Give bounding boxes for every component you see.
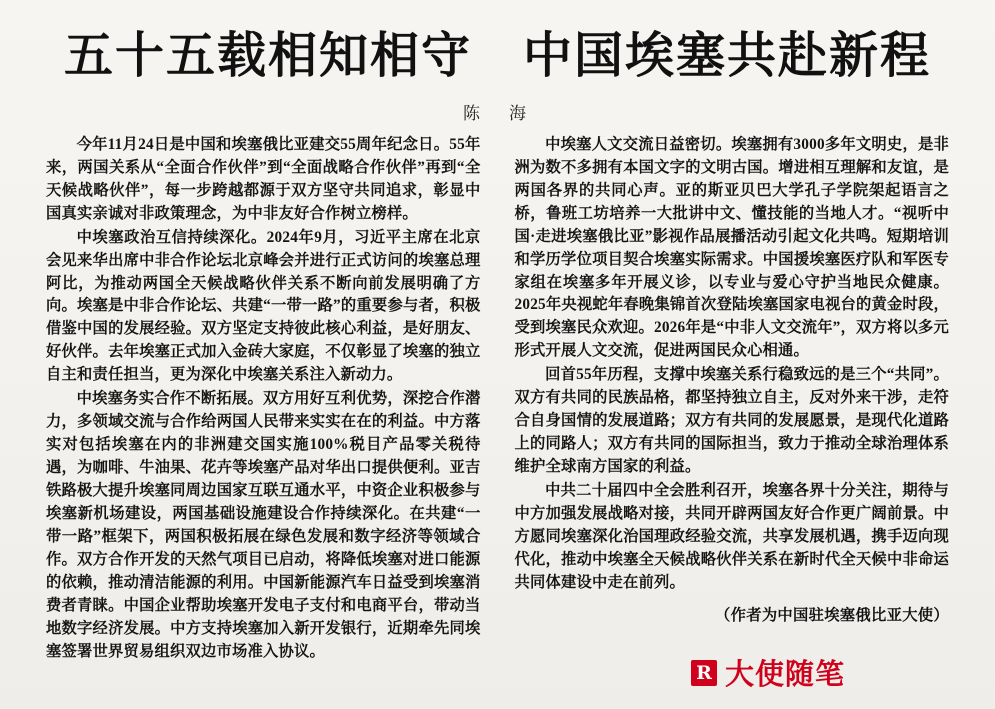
right-column <box>515 134 950 665</box>
author-byline: 陈 海 <box>463 103 532 123</box>
article-body <box>46 134 949 665</box>
paragraph: 中共二十届四中全会胜利召开，埃塞各界十分关注，期待与中方加强发展战略对接，共同开辟两国友好合作更广阔前景。中方愿同埃塞深化治国理政经验交流，共享发展机遇，携手迈向现代化，推动中埃塞全天候战略伙伴关系在新时代全天候中非命运共同体建设中走在前列。 <box>514 481 949 591</box>
paragraph: 今年11月24日是中国和埃塞俄比亚建交55周年纪念日。55年来，两国关系从“全面合作伙伴”到“全面战略合作伙伴”再到“全天候战略伙伴”，每一步跨越都源于双方坚守共同追求，彰显中国真实亲诚对非政策理念，为中非友好合作树立榜样。 <box>46 135 481 222</box>
paragraph: 中埃塞务实合作不断拓展。双方用好互利优势，深挖合作潜力，多领域交流与合作给两国人民带来实实在在的利益。中方落实对包括埃塞在内的非洲建交国实施100%税目产品零关税待遇，为咖啡、牛油果、花卉等埃塞产品对华出口提供便利。亚吉铁路极大提升埃塞同周边国家互联互通水平，中资企业积极参与埃塞新机场建设，两国基础设施建设合作持续深化。在共建“一带一路”框架下，两国积极拓展在绿色发展和数字经济等领域合作。双方合作开发的天然气项目已启动，将降低埃塞对进口能源的依赖，推动清洁能源的利用。中国新能源汽车日益受到埃塞消费者青睐。中国企业帮助埃塞开发电子支付和电商平台，带动当地数字经济发展。中方支持埃塞加入新开发银行，近期牵先同埃塞签署世界贸易组织双边市场准入协议。 <box>46 390 481 660</box>
paragraph: 回首55年历程，支撑中埃塞关系行稳致远的是三个“共同”。双方有共同的民族品格，都坚持独立自主，反对外来干涉，走符合自身国情的发展道路；双方有共同的发展愿景，是现代化道路上的同路人；双方有共同的国际担当，致力于推动全球治理体系维护全球南方国家的利益。 <box>514 366 949 475</box>
brand-mark-icon: R <box>691 660 717 686</box>
brand-label: 大使随笔 <box>724 657 845 691</box>
page-title: 五十五载相知相守 中国埃塞共赴新程 <box>63 26 931 84</box>
left-column <box>46 134 481 665</box>
paragraph: 中埃塞人文交流日益密切。埃塞拥有3000多年文明史，是非洲为数不多拥有本国文字的文明古国。增进相互理解和友谊，是两国各界的共同心声。亚的斯亚贝巴大学孔子学院架起语言之桥，鲁班工坊培养一大批讲中文、懂技能的当地人才。“视听中国·走进埃塞俄比亚”影视作品展播活动引起文化共鸣。短期培训和学历学位项目契合埃塞实际需求。中国援埃塞医疗队和军医专家组在埃塞多年开展义诊，以专业与爱心守护当地民众健康。2025年央视蛇年春晚集锦首次登陆埃塞国家电视台的黄金时段，受到埃塞民众欢迎。2026年是“中非人文交流年”，双方将以多元形式开展人文交流，促进两国民众心相通。 <box>514 135 950 360</box>
column-brand <box>691 652 845 693</box>
author-signature: （作者为中国驻埃塞俄比亚大使） <box>715 606 949 624</box>
paragraph: 中埃塞政治互信持续深化。2024年9月，习近平主席在北京会见来华出席中非合作论坛北京峰会并进行正式访问的埃塞总理阿比，为推动两国全天候战略伙伴关系不断向前发展明确了方向。埃塞是中非合作论坛、共建“一带一路”的重要参与者，积极借鉴中国的发展经验。双方坚定支持彼此核心利益，是好朋友、好伙伴。去年埃塞正式加入金砖大家庭，不仅彰显了埃塞的独立自主和责任担当，更为深化中埃塞关系注入新动力。 <box>46 228 481 384</box>
